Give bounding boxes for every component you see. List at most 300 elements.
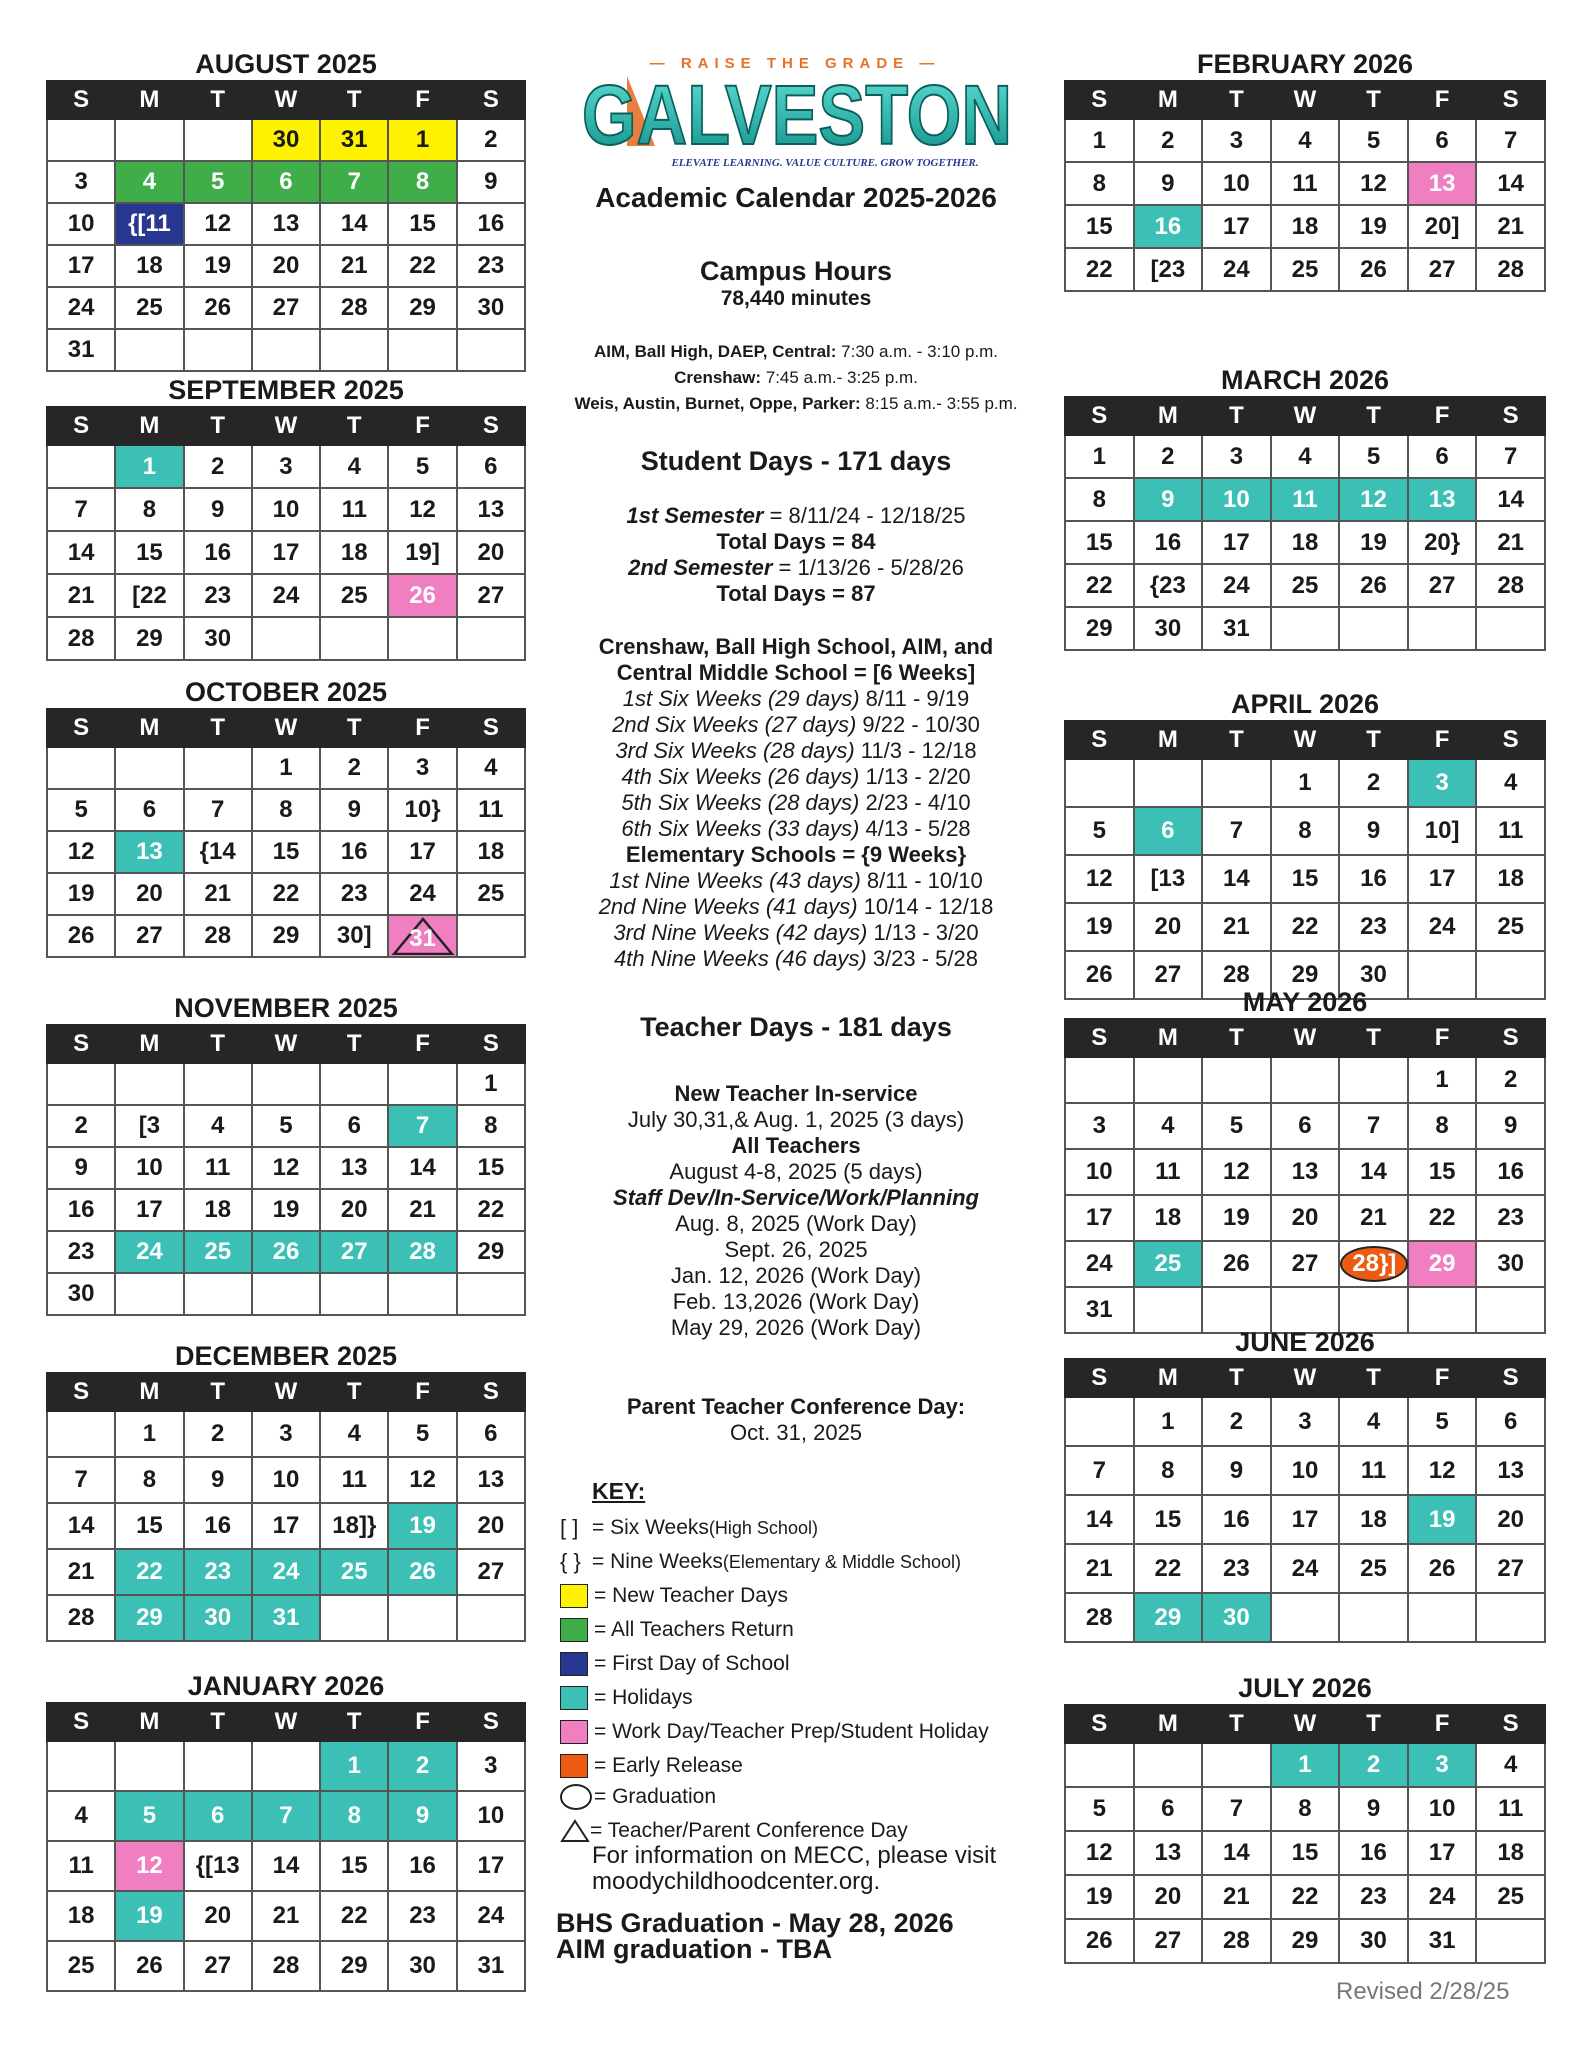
day-cell: 16 — [1339, 1831, 1408, 1875]
day-cell: 29 — [1271, 1919, 1340, 1963]
day-cell: 18 — [1134, 1195, 1203, 1241]
empty-cell — [388, 617, 456, 660]
weekday-header: M — [1134, 1359, 1203, 1397]
weekday-header: T — [1339, 81, 1408, 119]
day-cell: 29 — [1134, 1593, 1203, 1642]
day-cell: 7 — [252, 1791, 320, 1841]
month-title: OCTOBER 2025 — [184, 677, 388, 707]
day-cell: 20 — [1271, 1195, 1340, 1241]
day-cell: 17 — [1065, 1195, 1134, 1241]
weekday-header: T — [184, 407, 252, 445]
day-cell: 3 — [252, 445, 320, 488]
nine-weeks-row: 3rd Nine Weeks (42 days) 1/13 - 3/20 — [613, 920, 979, 945]
day-cell: 2 — [47, 1105, 115, 1147]
day-cell: 13 — [1408, 478, 1477, 521]
day-cell: 31 — [252, 1595, 320, 1641]
weekday-header: F — [388, 1703, 456, 1741]
empty-cell — [1202, 1743, 1271, 1787]
day-cell: 29 — [388, 287, 456, 329]
day-cell: 5 — [47, 789, 115, 831]
day-cell: 25 — [1476, 903, 1545, 951]
day-cell: 22 — [1065, 248, 1134, 291]
empty-cell — [184, 1063, 252, 1105]
day-cell: 23 — [320, 873, 388, 915]
day-cell: 15 — [1271, 1831, 1340, 1875]
weekday-header: T — [320, 1025, 388, 1063]
day-cell: 22 — [252, 873, 320, 915]
day-cell: 30 — [252, 119, 320, 161]
day-cell: 22 — [115, 1549, 183, 1595]
day-cell: 20 — [320, 1189, 388, 1231]
day-cell: 8 — [1271, 807, 1340, 855]
weekday-header: F — [388, 1025, 456, 1063]
day-cell: 21 — [1065, 1544, 1134, 1593]
day-cell: 26 — [1408, 1544, 1477, 1593]
key-color-row — [560, 1683, 693, 1713]
weekday-header: S — [47, 1025, 115, 1063]
day-cell: 8 — [252, 789, 320, 831]
weekday-header: S — [1065, 721, 1134, 759]
key-color-row — [560, 1751, 743, 1781]
day-cell: 26 — [47, 915, 115, 957]
day-cell: 4 — [1476, 759, 1545, 807]
day-cell: 1 — [1271, 759, 1340, 807]
weekday-header: T — [184, 1703, 252, 1741]
new-teacher-dates: July 30,31,& Aug. 1, 2025 (3 days) — [627, 1107, 965, 1132]
weekday-header: W — [252, 709, 320, 747]
day-cell: 7 — [47, 488, 115, 531]
day-cell: 28 — [252, 1941, 320, 1991]
day-cell: 13 — [1134, 1831, 1203, 1875]
all-teachers-title: All Teachers — [731, 1133, 861, 1158]
day-cell: 22 — [388, 245, 456, 287]
day-cell: 18 — [184, 1189, 252, 1231]
day-cell: 31 — [47, 329, 115, 371]
day-cell: 19 — [115, 1891, 183, 1941]
color-swatch — [560, 1618, 588, 1642]
weekday-header: M — [115, 1025, 183, 1063]
aim-graduation: AIM graduation - TBA — [556, 1934, 832, 1964]
weekday-header: T — [1339, 1019, 1408, 1057]
day-cell: 15 — [115, 531, 183, 574]
day-cell: 22 — [1271, 903, 1340, 951]
sem1: 1st Semester = 8/11/24 - 12/18/25 — [626, 503, 966, 528]
key-conference: = Teacher/Parent Conference Day — [560, 1816, 908, 1846]
day-cell: 7 — [1339, 1103, 1408, 1149]
day-cell: 15 — [115, 1503, 183, 1549]
day-cell: 25 — [115, 287, 183, 329]
day-cell: 19 — [388, 1503, 456, 1549]
color-swatch — [560, 1720, 588, 1744]
month-grid — [46, 708, 526, 958]
day-cell: 26 — [1339, 564, 1408, 607]
day-cell: 27 — [184, 1941, 252, 1991]
empty-cell — [184, 1273, 252, 1315]
empty-cell — [1202, 1057, 1271, 1103]
ptc-date: Oct. 31, 2025 — [729, 1420, 863, 1445]
day-cell: 8 — [1271, 1787, 1340, 1831]
day-cell: 15 — [1271, 855, 1340, 903]
day-cell: 20 — [1134, 1875, 1203, 1919]
mecc-info-1: For information on MECC, please visit — [592, 1842, 997, 1869]
day-cell: 2 — [1134, 119, 1203, 162]
weekday-header: S — [457, 81, 525, 119]
day-cell: 22 — [1408, 1195, 1477, 1241]
empty-cell — [1271, 607, 1340, 650]
empty-cell — [1339, 1057, 1408, 1103]
day-cell: 12 — [47, 831, 115, 873]
day-cell: 21 — [47, 1549, 115, 1595]
day-cell: 25 — [320, 574, 388, 617]
month-title: DECEMBER 2025 — [174, 1341, 398, 1371]
weekday-header: S — [1476, 721, 1545, 759]
day-cell: 9 — [457, 161, 525, 203]
day-cell: 19 — [1065, 1875, 1134, 1919]
empty-cell — [1202, 759, 1271, 807]
day-cell: 3 — [47, 161, 115, 203]
day-cell: 16 — [1202, 1495, 1271, 1544]
day-cell: 12 — [388, 1457, 456, 1503]
day-cell: 5 — [1065, 807, 1134, 855]
empty-cell — [388, 1273, 456, 1315]
day-cell: 9 — [184, 1457, 252, 1503]
day-cell: 21 — [47, 574, 115, 617]
weekday-header: S — [1476, 1019, 1545, 1057]
calendar-jul2026 — [1064, 1672, 1546, 1964]
color-swatch — [560, 1584, 588, 1608]
empty-cell — [47, 445, 115, 488]
month-title: JULY 2026 — [1238, 1673, 1372, 1703]
weekday-header: T — [320, 407, 388, 445]
day-cell: 5 — [184, 161, 252, 203]
day-cell: 22 — [320, 1891, 388, 1941]
day-cell: 10 — [1271, 1446, 1340, 1495]
day-cell: 1 — [320, 1741, 388, 1791]
empty-cell — [252, 617, 320, 660]
day-cell: [3 — [115, 1105, 183, 1147]
weekday-header: T — [1339, 1359, 1408, 1397]
day-cell: 18 — [115, 245, 183, 287]
day-cell: 3 — [252, 1411, 320, 1457]
day-cell: 7 — [184, 789, 252, 831]
empty-cell — [1134, 759, 1203, 807]
day-cell: 5 — [1408, 1397, 1477, 1446]
day-cell: 5 — [388, 1411, 456, 1457]
nine-weeks-row: 1st Nine Weeks (43 days) 8/11 - 10/10 — [609, 868, 983, 893]
day-cell: 5 — [388, 445, 456, 488]
day-cell: 22 — [1134, 1544, 1203, 1593]
day-cell: 14 — [1476, 162, 1545, 205]
day-cell: 4 — [47, 1791, 115, 1841]
day-cell: 10 — [47, 203, 115, 245]
day-cell: 28 — [47, 1595, 115, 1641]
day-cell: 1 — [457, 1063, 525, 1105]
weekday-header: T — [1339, 1705, 1408, 1743]
weekday-header: S — [1476, 1359, 1545, 1397]
day-cell: 2 — [320, 747, 388, 789]
day-cell: 15 — [1408, 1149, 1477, 1195]
day-cell: 17 — [1202, 521, 1271, 564]
day-cell: 25 — [320, 1549, 388, 1595]
day-cell: 12 — [1065, 855, 1134, 903]
day-cell: 9 — [1339, 1787, 1408, 1831]
day-cell: 6 — [1408, 435, 1477, 478]
day-cell: 3 — [457, 1741, 525, 1791]
day-cell: 7 — [1202, 1787, 1271, 1831]
day-cell: 17 — [252, 531, 320, 574]
day-cell: 19 — [1339, 205, 1408, 248]
day-cell: 8 — [115, 1457, 183, 1503]
day-cell: 21 — [320, 245, 388, 287]
weekday-header: F — [388, 81, 456, 119]
empty-cell — [47, 1741, 115, 1791]
empty-cell — [252, 1741, 320, 1791]
day-cell: 9 — [1339, 807, 1408, 855]
day-cell: 30 — [1339, 951, 1408, 999]
day-cell: 20 — [457, 1503, 525, 1549]
month-title: MARCH 2026 — [1220, 365, 1390, 395]
weekday-header: T — [1202, 397, 1271, 435]
empty-cell — [1339, 607, 1408, 650]
day-cell: 12 — [1339, 478, 1408, 521]
weekday-header: F — [388, 709, 456, 747]
day-cell: [22 — [115, 574, 183, 617]
day-cell: 27 — [320, 1231, 388, 1273]
weekday-header: W — [1271, 1705, 1340, 1743]
empty-cell — [320, 1063, 388, 1105]
day-cell: 6 — [457, 445, 525, 488]
day-cell: 25 — [1339, 1544, 1408, 1593]
mecc-info-2: moodychildhoodcenter.org. — [592, 1868, 881, 1895]
day-cell: 1 — [115, 1411, 183, 1457]
empty-cell — [252, 1273, 320, 1315]
day-cell: 4 — [1476, 1743, 1545, 1787]
day-cell: 21 — [252, 1891, 320, 1941]
day-cell: 18 — [1271, 205, 1340, 248]
day-cell: 16 — [1339, 855, 1408, 903]
day-cell: 7 — [1202, 807, 1271, 855]
day-cell: 11 — [457, 789, 525, 831]
day-cell: 24 — [1065, 1241, 1134, 1287]
day-cell: 9 — [1134, 478, 1203, 521]
day-cell: 30 — [457, 287, 525, 329]
weekday-header: W — [252, 1025, 320, 1063]
day-cell: 25 — [1271, 248, 1340, 291]
calendar-mar2026 — [1064, 364, 1546, 651]
day-cell: 3 — [1202, 435, 1271, 478]
weekday-header: T — [1202, 721, 1271, 759]
day-cell: 24 — [47, 287, 115, 329]
logo-tagline: — RAISE THE GRADE — — [649, 55, 941, 72]
empty-cell — [115, 329, 183, 371]
day-cell: 28 — [320, 287, 388, 329]
six-weeks-row: 6th Six Weeks (33 days) 4/13 - 5/28 — [621, 816, 971, 841]
day-cell: 3 — [1065, 1103, 1134, 1149]
color-swatch — [560, 1754, 588, 1778]
day-cell: 2 — [184, 445, 252, 488]
day-cell: 16 — [184, 531, 252, 574]
day-cell: 20 — [457, 531, 525, 574]
day-cell: 17 — [47, 245, 115, 287]
empty-cell — [320, 1595, 388, 1641]
day-cell: 13 — [1271, 1149, 1340, 1195]
weekday-header: W — [252, 1703, 320, 1741]
key-label: = New Teacher Days — [594, 1584, 788, 1607]
calendar-jan2026 — [46, 1670, 526, 1992]
weekday-header: M — [115, 1703, 183, 1741]
key-color-row — [560, 1581, 788, 1611]
empty-cell — [184, 119, 252, 161]
day-cell: 24 — [388, 873, 456, 915]
conference-day-marker — [390, 917, 456, 955]
empty-cell — [252, 1063, 320, 1105]
calendar-oct2025 — [46, 676, 526, 958]
day-cell: 9 — [1476, 1103, 1545, 1149]
day-cell: 27 — [115, 915, 183, 957]
day-cell: 26 — [1065, 1919, 1134, 1963]
day-cell: 21 — [1476, 521, 1545, 564]
day-cell: 24 — [252, 1549, 320, 1595]
month-grid — [46, 1702, 526, 1992]
day-cell: 15 — [1065, 205, 1134, 248]
empty-cell — [457, 915, 525, 957]
color-swatch — [560, 1652, 588, 1676]
day-cell: 31 — [457, 1941, 525, 1991]
hs-title-2: Central Middle School = [6 Weeks] — [616, 660, 976, 685]
day-cell: 23 — [1339, 1875, 1408, 1919]
nine-weeks-row: 4th Nine Weeks (46 days) 3/23 - 5/28 — [613, 946, 979, 971]
key-graduation: = Graduation — [560, 1782, 716, 1812]
day-cell: 22 — [1271, 1875, 1340, 1919]
empty-cell — [320, 329, 388, 371]
day-cell: 10 — [1202, 478, 1271, 521]
day-cell: 10 — [457, 1791, 525, 1841]
day-cell: 11 — [320, 1457, 388, 1503]
key-label: = All Teachers Return — [594, 1618, 794, 1641]
day-cell: 7 — [320, 161, 388, 203]
weekday-header: W — [252, 81, 320, 119]
empty-cell — [184, 1741, 252, 1791]
campus-hours-title: Campus Hours — [699, 256, 893, 286]
day-cell: 18 — [1476, 1831, 1545, 1875]
day-cell: 1 — [1408, 1057, 1477, 1103]
day-cell: 28 — [1476, 564, 1545, 607]
day-cell: 6 — [1134, 1787, 1203, 1831]
day-cell: 4 — [320, 445, 388, 488]
weekday-header: S — [47, 407, 115, 445]
day-cell: 30 — [388, 1941, 456, 1991]
weekday-header: W — [252, 1373, 320, 1411]
empty-cell — [184, 329, 252, 371]
weekday-header: W — [1271, 721, 1340, 759]
day-cell: 16 — [47, 1189, 115, 1231]
day-cell: 5 — [252, 1105, 320, 1147]
month-title: AUGUST 2025 — [195, 49, 377, 79]
day-cell: 4 — [115, 161, 183, 203]
day-cell: 11 — [1339, 1446, 1408, 1495]
staff-date: Feb. 13,2026 (Work Day) — [672, 1289, 920, 1314]
day-cell: 18]} — [320, 1503, 388, 1549]
day-cell: 16 — [457, 203, 525, 245]
empty-cell — [1271, 1057, 1340, 1103]
day-cell: 29 — [1065, 607, 1134, 650]
empty-cell — [47, 1411, 115, 1457]
color-swatch — [560, 1686, 588, 1710]
day-cell: 9 — [47, 1147, 115, 1189]
day-cell: 3 — [1271, 1397, 1340, 1446]
month-grid — [1064, 1018, 1546, 1334]
weekday-header: F — [1408, 1705, 1477, 1743]
day-cell: 23 — [388, 1891, 456, 1941]
empty-cell — [1408, 607, 1477, 650]
day-cell: 6 — [1476, 1397, 1545, 1446]
empty-cell — [457, 1595, 525, 1641]
key-label: = Holidays — [594, 1686, 693, 1709]
day-cell: 23 — [47, 1231, 115, 1273]
month-grid — [1064, 720, 1546, 1000]
day-cell: 14 — [47, 1503, 115, 1549]
day-cell: 26 — [388, 1549, 456, 1595]
day-cell: 27 — [252, 287, 320, 329]
day-cell: 2 — [457, 119, 525, 161]
calendar-sep2025 — [46, 374, 526, 661]
day-cell: 29 — [457, 1231, 525, 1273]
month-grid — [1064, 396, 1546, 651]
empty-cell — [457, 617, 525, 660]
day-cell: 2 — [1339, 759, 1408, 807]
weekday-header: T — [1202, 1019, 1271, 1057]
day-cell: 7 — [388, 1105, 456, 1147]
day-cell: 12 — [1065, 1831, 1134, 1875]
day-cell: 13 — [457, 1457, 525, 1503]
day-cell: {[11 — [115, 203, 183, 245]
day-cell: 18 — [1271, 521, 1340, 564]
day-cell: 7 — [47, 1457, 115, 1503]
weekday-header: S — [1065, 81, 1134, 119]
day-cell: 16 — [388, 1841, 456, 1891]
weekday-header: S — [1065, 1359, 1134, 1397]
six-weeks-row: 4th Six Weeks (26 days) 1/13 - 2/20 — [621, 764, 971, 789]
empty-cell — [1476, 607, 1545, 650]
sem2: 2nd Semester = 1/13/26 - 5/28/26 — [628, 555, 964, 580]
six-weeks-row: 3rd Six Weeks (28 days) 11/3 - 12/18 — [615, 738, 977, 763]
empty-cell — [1134, 1057, 1203, 1103]
weekday-header: T — [1202, 1705, 1271, 1743]
day-cell: 24 — [457, 1891, 525, 1941]
empty-cell — [115, 1273, 183, 1315]
day-cell: 1 — [1271, 1743, 1340, 1787]
day-cell: 11 — [1271, 162, 1340, 205]
day-cell: 4 — [1271, 119, 1340, 162]
empty-cell — [1476, 1919, 1545, 1963]
day-cell: 1 — [1065, 119, 1134, 162]
weekday-header: M — [1134, 721, 1203, 759]
day-cell: 15 — [320, 1841, 388, 1891]
day-cell: 12 — [1202, 1149, 1271, 1195]
day-cell: 16 — [1134, 521, 1203, 564]
day-cell: 28 — [47, 617, 115, 660]
campus-minutes: 78,440 minutes — [720, 287, 872, 310]
empty-cell — [1476, 1593, 1545, 1642]
weekday-header: T — [184, 81, 252, 119]
day-cell: 25 — [457, 873, 525, 915]
galveston-logo — [575, 54, 1015, 174]
day-cell: 10 — [252, 1457, 320, 1503]
day-cell: 8 — [1134, 1446, 1203, 1495]
campus-row-2: Crenshaw: 7:45 a.m.- 3:25 p.m. — [674, 368, 918, 387]
day-cell: 17 — [457, 1841, 525, 1891]
weekday-header: M — [1134, 81, 1203, 119]
